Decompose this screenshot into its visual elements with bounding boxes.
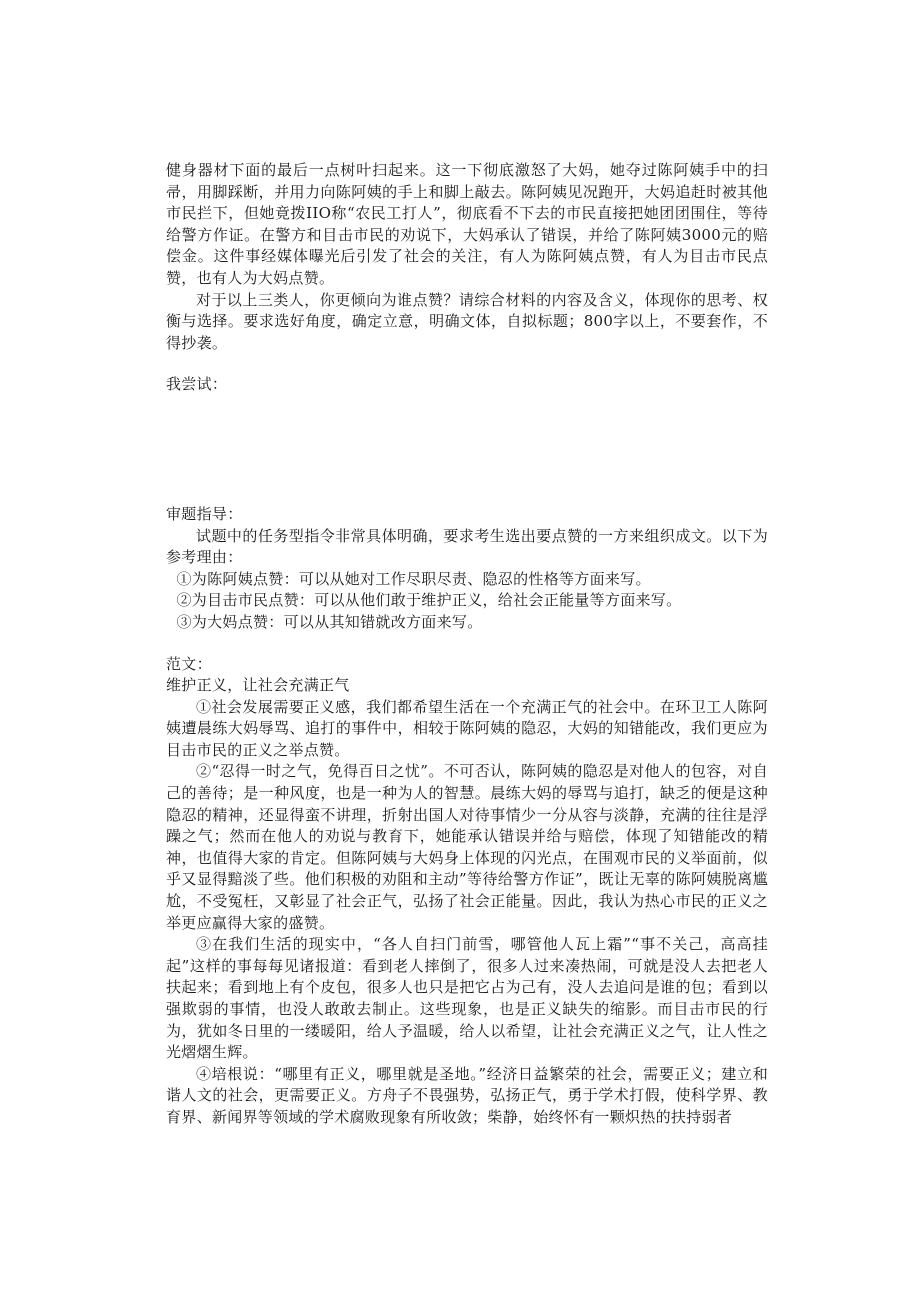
document-page [166,160,768,1129]
guidance-item: ③为大妈点赞：可以从其知错就改方面来写。 [176,612,483,631]
guidance-item: ②为目击市民点赞：可以从他们敢于维护正义，给社会正能量等方面来写。 [176,591,682,610]
essay-paragraph: ③在我们生活的现实中，“各人自扫门前雪，哪管他人瓦上霜”“事不关己，高高挂起”这样的事每每见诸报道：看到老人摔倒了，很多人过来凑热闹，可就是没人去把老人扶起来；看到地上有个皮包，很多人也只是把它占为己有，没人去追问是谁的包；看到以强欺弱的事情，也没人敢敢去制止。这些现象，也是正义缺失的缩影。而目击市民的行为，犹如冬日里的一缕暖阳，给人予温暖，给人以希望，让社会充满正义之气，让人性之光熠熠生辉。 [166,935,768,1062]
essay-label: 范文： [166,654,212,673]
attempt-label: 我尝试： [166,375,228,394]
guidance-intro-paragraph: 试题中的任务型指令非常具体明确，要求考生选出要点赞的一方来组织成文。以下为参考理由： [166,526,768,567]
essay-paragraph: ①社会发展需要正义感，我们都希望生活在一个充满正气的社会中。在环卫工人陈阿姨遭晨练大妈辱骂、追打的事件中，相较于陈阿姨的隐忍，大妈的知错能改，我们更应为目击市民的正义之举点赞。 [166,697,768,759]
essay-paragraph: ②“忍得一时之气，免得百日之忧”。不可否认，陈阿姨的隐忍是对他人的包容，对自己的善待；是一种风度，也是一种为人的智慧。晨练大妈的辱骂与追打，缺乏的便是这种隐忍的精神，还显得蛮不讲理，折射出国人对待事情少一分从容与淡静，充满的往往是浮躁之气；然而在他人的劝说与教育下，她能承认错误并给与赔偿，体现了知错能改的精神，也值得大家的肯定。但陈阿姨与大妈身上体现的闪光点，在围观市民的义举面前，似乎又显得黯淡了些。他们积极的劝阻和主动”等待给警方作证”，既让无辜的陈阿姨脱离尴尬，不受冤枉，又彰显了社会正气，弘扬了社会正能量。因此，我认为热心市民的正义之举更应赢得大家的盛赞。 [166,762,768,932]
guidance-label: 审题指导： [166,504,243,523]
intro-continuation-paragraph: 健身器材下面的最后一点树叶扫起来。这一下彻底激怒了大妈，她夺过陈阿姨手中的扫帚，用脚踩断，并用力向陈阿姨的手上和脚上敲去。陈阿姨见况跑开，大妈追赶时被其他市民拦下，但她竟拨IIO称“农民工打人”，彻底看不下去的市民直接把她团团围住，等待给警方作证。在警方和目击市民的劝说下，大妈承认了错误，并给了陈阿姨3000元的赔偿金。这件事经媒体曝光后引发了社会的关注，有人为陈阿姨点赞，有人为目击市民点赞，也有人为大妈点赞。 [166,161,768,287]
essay-paragraph: ④培根说：“哪里有正义，哪里就是圣地。”经济日益繁荣的社会，需要正义；建立和谐人文的社会，更需要正义。方舟子不畏强势，弘扬正气，勇于学术打假，使科学界、教育界、新闻界等领域的学术腐败现象有所收敛；柴静，始终怀有一颗炽热的扶持弱者 [166,1064,768,1126]
guidance-item: ①为陈阿姨点赞：可以从她对工作尽职尽责、隐忍的性格等方面来写。 [176,569,651,588]
writing-prompt-paragraph: 对于以上三类人，你更倾向为谁点赞？请综合材料的内容及含义，体现你的思考、权衡与选择。要求选好角度，确定立意，明确文体，自拟标题；800字以上，不要套作，不得抄袭。 [166,290,768,352]
essay-title: 维护正义，让社会充满正气 [166,676,350,695]
